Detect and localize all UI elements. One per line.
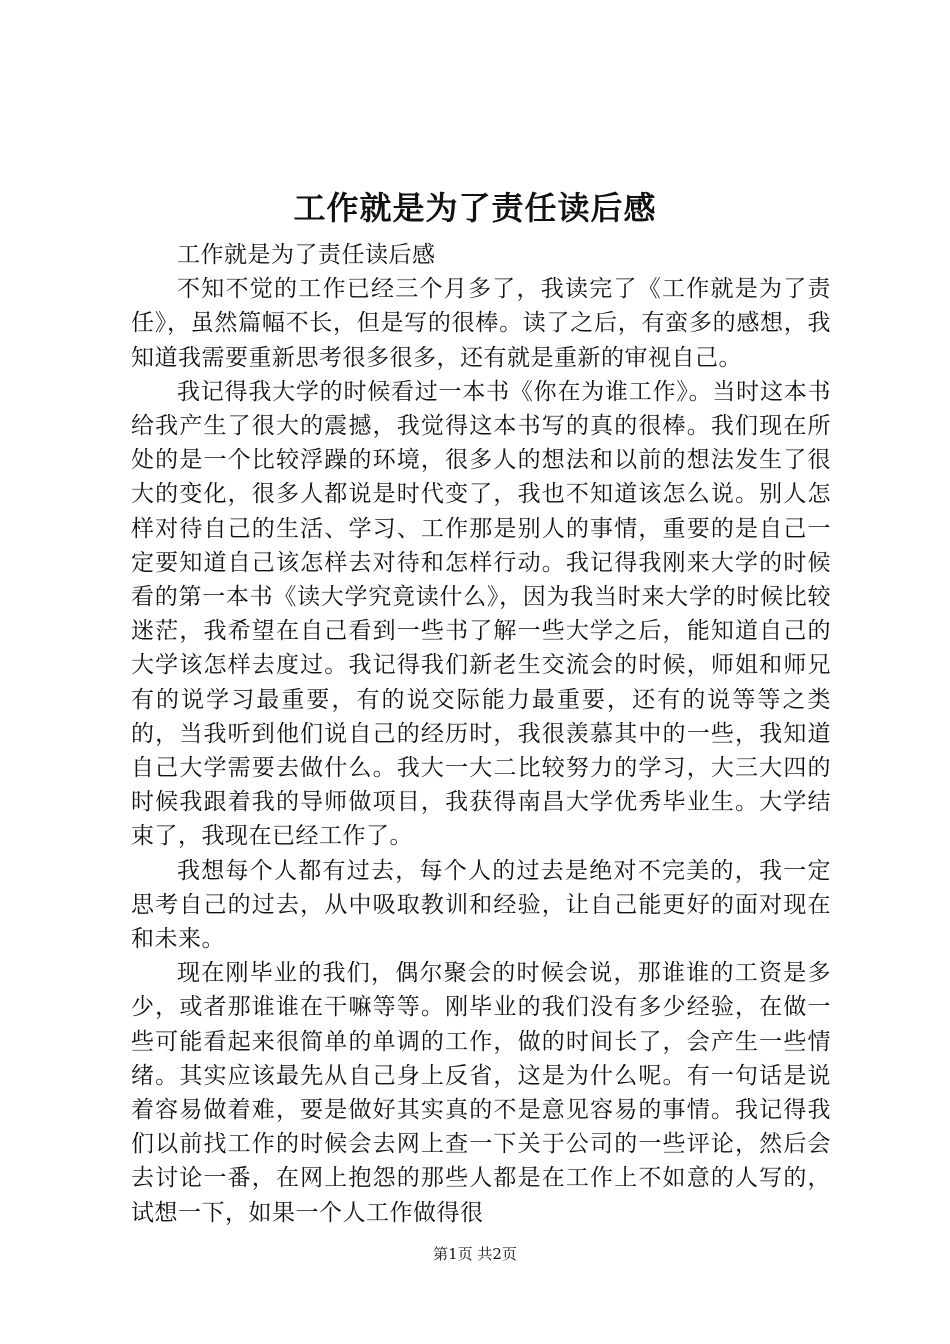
body-paragraph: 我想每个人都有过去，每个人的过去是绝对不完美的，我一定思考自己的过去，从中吸取教训和经验，让自己能更好的面对现在和未来。 — [131, 857, 831, 953]
page-footer: 第1页 共2页 — [433, 1245, 517, 1263]
subtitle-paragraph: 工作就是为了责任读后感 — [177, 242, 436, 268]
body-paragraph: 不知不觉的工作已经三个月多了，我读完了《工作就是为了责任》，虽然篇幅不长，但是写的很棒。读了之后，有蛮多的感想，我知道我需要重新思考很多很多，还有就是重新的审视自己。 — [131, 276, 831, 371]
body-paragraph: 现在刚毕业的我们，偶尔聚会的时候会说，那谁谁的工资是多少，或者那谁谁在干嘛等等。刚毕业的我们没有多少经验，在做一些可能看起来很简单的单调的工作，做的时间长了，会产生一些情绪。其实应该最先从自己身上反省，这是为什么呢。有一句话是说着容易做着难，要是做好其实真的不是意见容易的事情。我记得我们以前找工作的时候会去网上查一下关于公司的一些评论，然后会去讨论一番，在网上抱怨的那些人都是在工作上不如意的人写的，试想一下，如果一个人工作做得很 — [131, 960, 831, 1226]
body-paragraph: 我记得我大学的时候看过一本书《你在为谁工作》。当时这本书给我产生了很大的震撼，我觉得这本书写的真的很棒。我们现在所处的是一个比较浮躁的环境，很多人的想法和以前的想法发生了很大的变化，很多人都说是时代变了，我也不知道该怎么说。别人怎样对待自己的生活、学习、工作那是别人的事情，重要的是自己一定要知道自己该怎样去对待和怎样行动。我记得我刚来大学的时候看的第一本书《读大学究竟读什么》，因为我当时来大学的时候比较迷茫，我希望在自己看到一些书了解一些大学之后，能知道自己的大学该怎样去度过。我记得我们新老生交流会的时候，师姐和师兄有的说学习最重要，有的说交际能力最重要，还有的说等等之类的，当我听到他们说自己的经历时，我很羡慕其中的一些，我知道自己大学需要去做什么。我大一大二比较努力的学习，大三大四的时候我跟着我的导师做项目，我获得南昌大学优秀毕业生。大学结束了，我现在已经工作了。 — [131, 378, 831, 850]
document-title: 工作就是为了责任读后感 — [293, 189, 657, 227]
document-body — [131, 238, 831, 1230]
